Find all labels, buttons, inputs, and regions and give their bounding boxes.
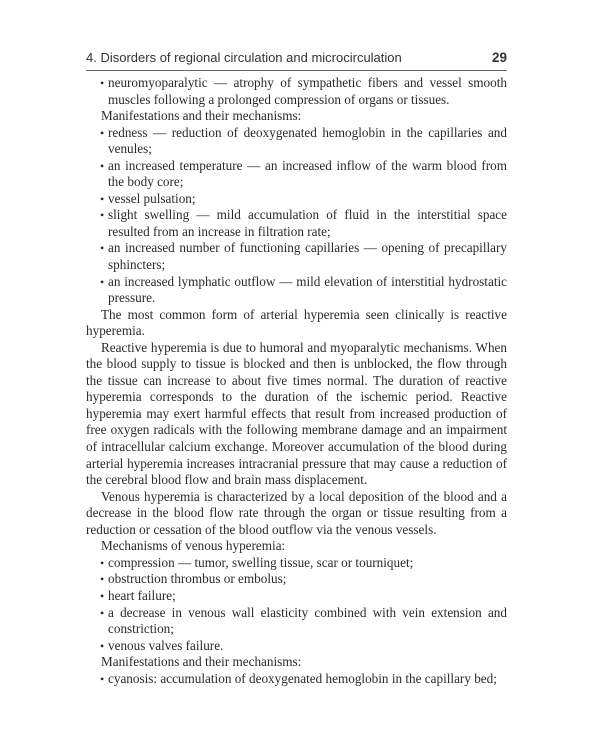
page-number: 29 <box>491 50 507 66</box>
list-item: • cyanosis: accumulation of deoxygenated hemoglobin in the capillary bed; <box>86 671 507 688</box>
list-lead: Manifestations and their mechanisms: <box>101 654 302 670</box>
bullet-list-arterial-mechanisms-end <box>86 75 507 108</box>
document-page <box>86 50 507 687</box>
list-item: • obstruction thrombus or embolus; <box>86 571 507 588</box>
list-lead: Manifestations and their mechanisms: <box>101 108 302 124</box>
paragraph: Venous hyperemia is characterized by a local deposition of the blood and a decrease in the blood flow rate through the organ or tissue resulting from a reduction or cessation of the blood outflow via the venous vessels. <box>86 488 507 537</box>
list-item: • an increased lymphatic outflow — mild elevation of interstitial hydrostatic pressure. <box>86 274 507 307</box>
bullet-list-venous-manifestations <box>86 671 507 688</box>
list-item: • an increased number of functioning capillaries — opening of precapillary sphincters; <box>86 240 507 273</box>
bullet-list-venous-mechanisms <box>86 555 507 654</box>
list-item: • an increased temperature — an increased inflow of the warm blood from the body core; <box>86 158 507 191</box>
paragraph: Reactive hyperemia is due to humoral and myoparalytic mechanisms. When the blood supply to tissue is blocked and then is unblocked, the flow through the tissue can increase to about five times normal. The duration of reactive hyperemia corresponds to the duration of the ischemic period. Reactive hyperemia may exert harmful effects that result from increased production of free oxygen radicals with the following membrane damage and an impairment of intracellular calcium exchange. Moreover accumulation of the blood during arterial hyperemia increases intracranial pressure that may cause a reduction of the cerebral blood flow and brain mass displacement. <box>86 339 507 488</box>
list-lead: Mechanisms of venous hyperemia: <box>101 538 286 554</box>
list-item: • vessel pulsation; <box>86 191 507 208</box>
paragraph: The most common form of arterial hyperemia seen clinically is reactive hyperemia. <box>86 306 507 339</box>
list-item: • slight swelling — mild accumulation of fluid in the interstitial space resulted from an increase in filtration rate; <box>86 207 507 240</box>
running-header <box>86 50 507 71</box>
list-item: • venous valves failure. <box>86 638 507 655</box>
chapter-title: 4. Disorders of regional circulation and microcirculation <box>86 50 402 66</box>
list-item: • a decrease in venous wall elasticity combined with vein extension and constriction; <box>86 605 507 638</box>
list-item: • compression — tumor, swelling tissue, scar or tourniquet; <box>86 555 507 572</box>
bullet-list-arterial-manifestations <box>86 125 507 307</box>
page-body <box>86 75 507 687</box>
list-item: • heart failure; <box>86 588 507 605</box>
list-item: • neuromyoparalytic — atrophy of sympathetic fibers and vessel smooth muscles following a prolonged compression of organs or tissues. <box>86 75 507 108</box>
list-item: • redness — reduction of deoxygenated hemoglobin in the capillaries and venules; <box>86 125 507 158</box>
